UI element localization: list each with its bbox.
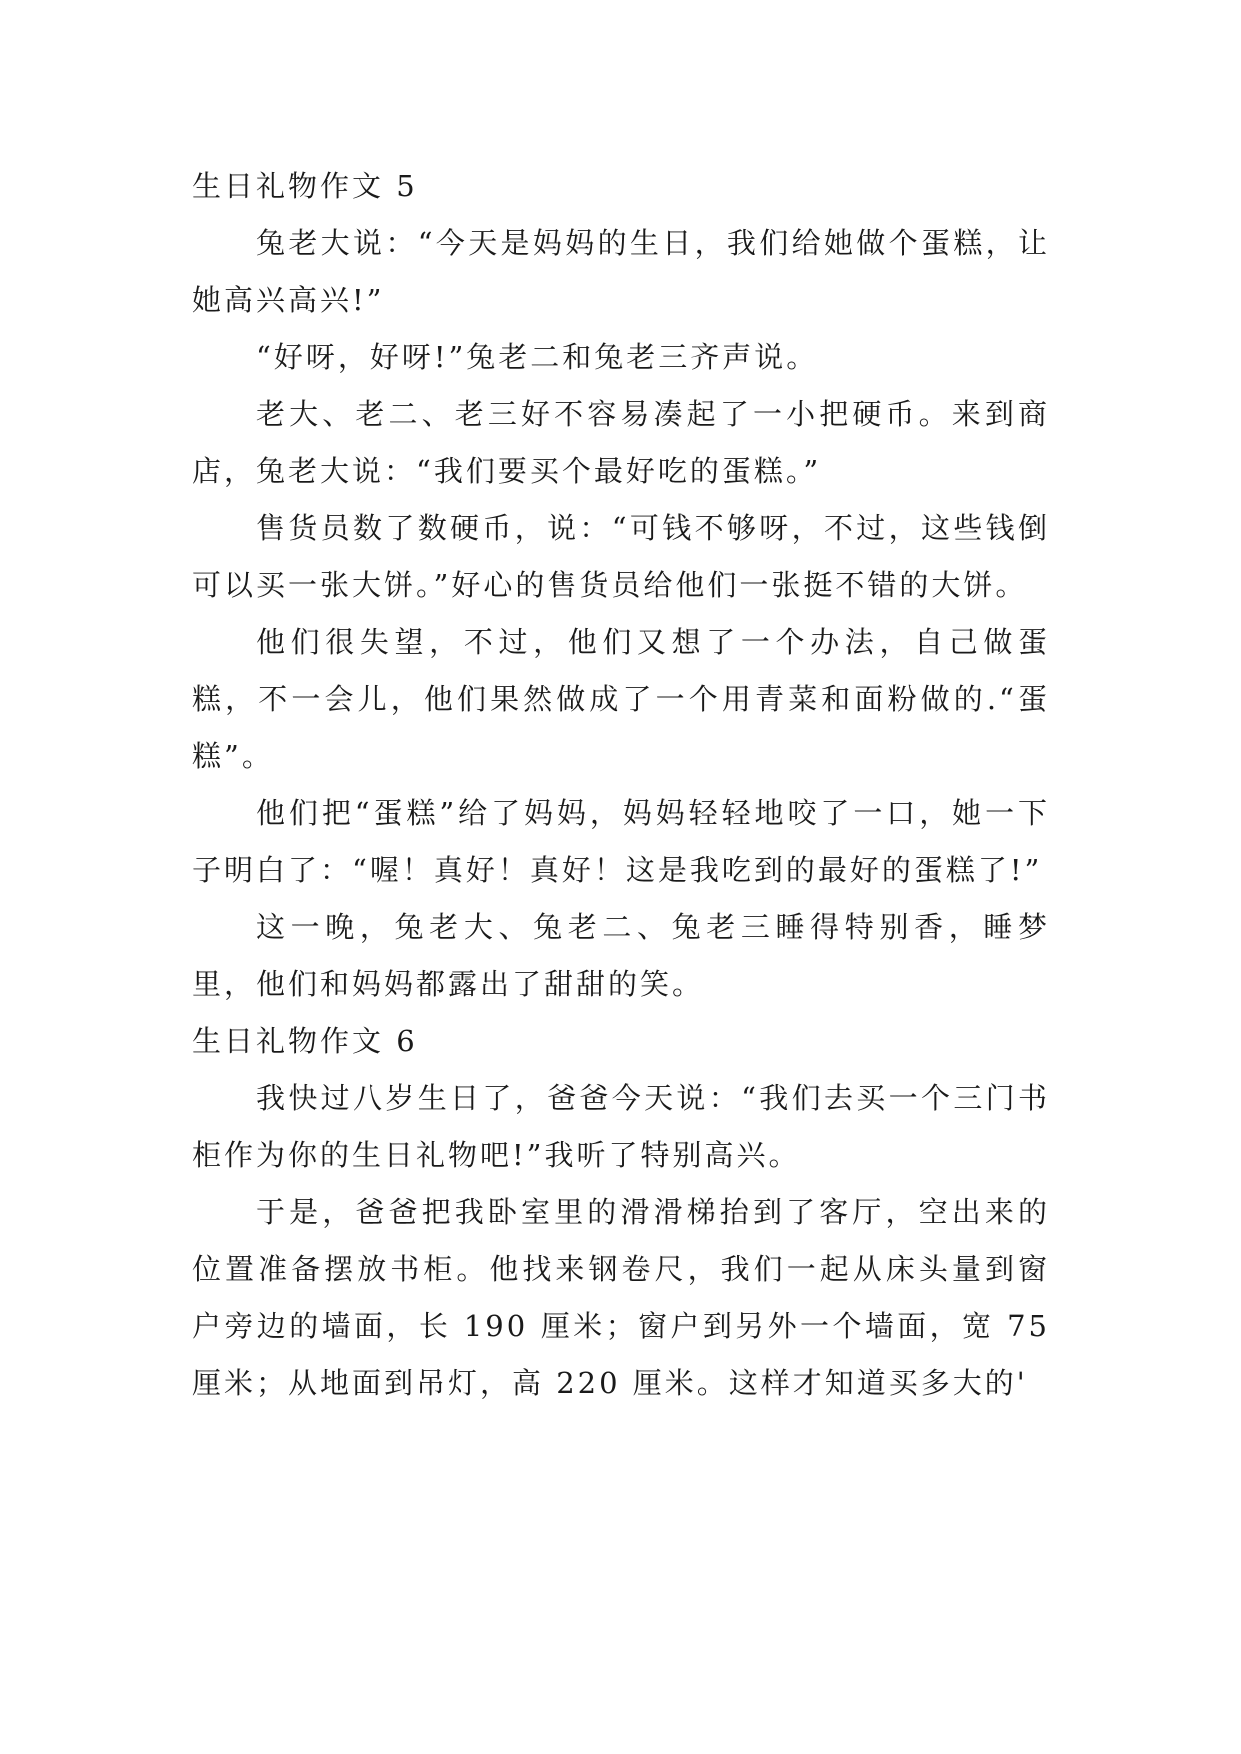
paragraph: 售货员数了数硬币，说：“可钱不够呀，不过，这些钱倒可以买一张大饼。”好心的售货员给他们一张挺不错的大饼。 bbox=[192, 511, 1050, 602]
section-heading: 生日礼物作文 5 bbox=[192, 169, 418, 203]
document-body bbox=[192, 158, 1050, 1412]
paragraph: 这一晚，兔老大、兔老二、兔老三睡得特别香，睡梦里，他们和妈妈都露出了甜甜的笑。 bbox=[192, 910, 1050, 1001]
paragraph: 兔老大说：“今天是妈妈的生日，我们给她做个蛋糕，让她高兴高兴!” bbox=[192, 226, 1050, 317]
paragraph: 我快过八岁生日了，爸爸今天说：“我们去买一个三门书柜作为你的生日礼物吧!”我听了特别高兴。 bbox=[192, 1081, 1050, 1172]
section-heading: 生日礼物作文 6 bbox=[192, 1024, 418, 1058]
paragraph: 他们很失望，不过，他们又想了一个办法，自己做蛋糕，不一会儿，他们果然做成了一个用青菜和面粉做的.“蛋糕”。 bbox=[192, 625, 1050, 773]
paragraph: 于是，爸爸把我卧室里的滑滑梯抬到了客厅，空出来的位置准备摆放书柜。他找来钢卷尺，我们一起从床头量到窗户旁边的墙面，长 190 厘米；窗户到另外一个墙面，宽 75 厘米；从地面到吊灯，高 220 厘米。这样才知道买多大的' bbox=[192, 1195, 1050, 1400]
paragraph: “好呀，好呀!”兔老二和兔老三齐声说。 bbox=[256, 340, 819, 374]
paragraph: 他们把“蛋糕”给了妈妈，妈妈轻轻地咬了一口，她一下子明白了：“喔！真好！真好！这是我吃到的最好的蛋糕了!” bbox=[192, 796, 1050, 887]
paragraph: 老大、老二、老三好不容易凑起了一小把硬币。来到商店，兔老大说：“我们要买个最好吃的蛋糕。” bbox=[192, 397, 1050, 488]
